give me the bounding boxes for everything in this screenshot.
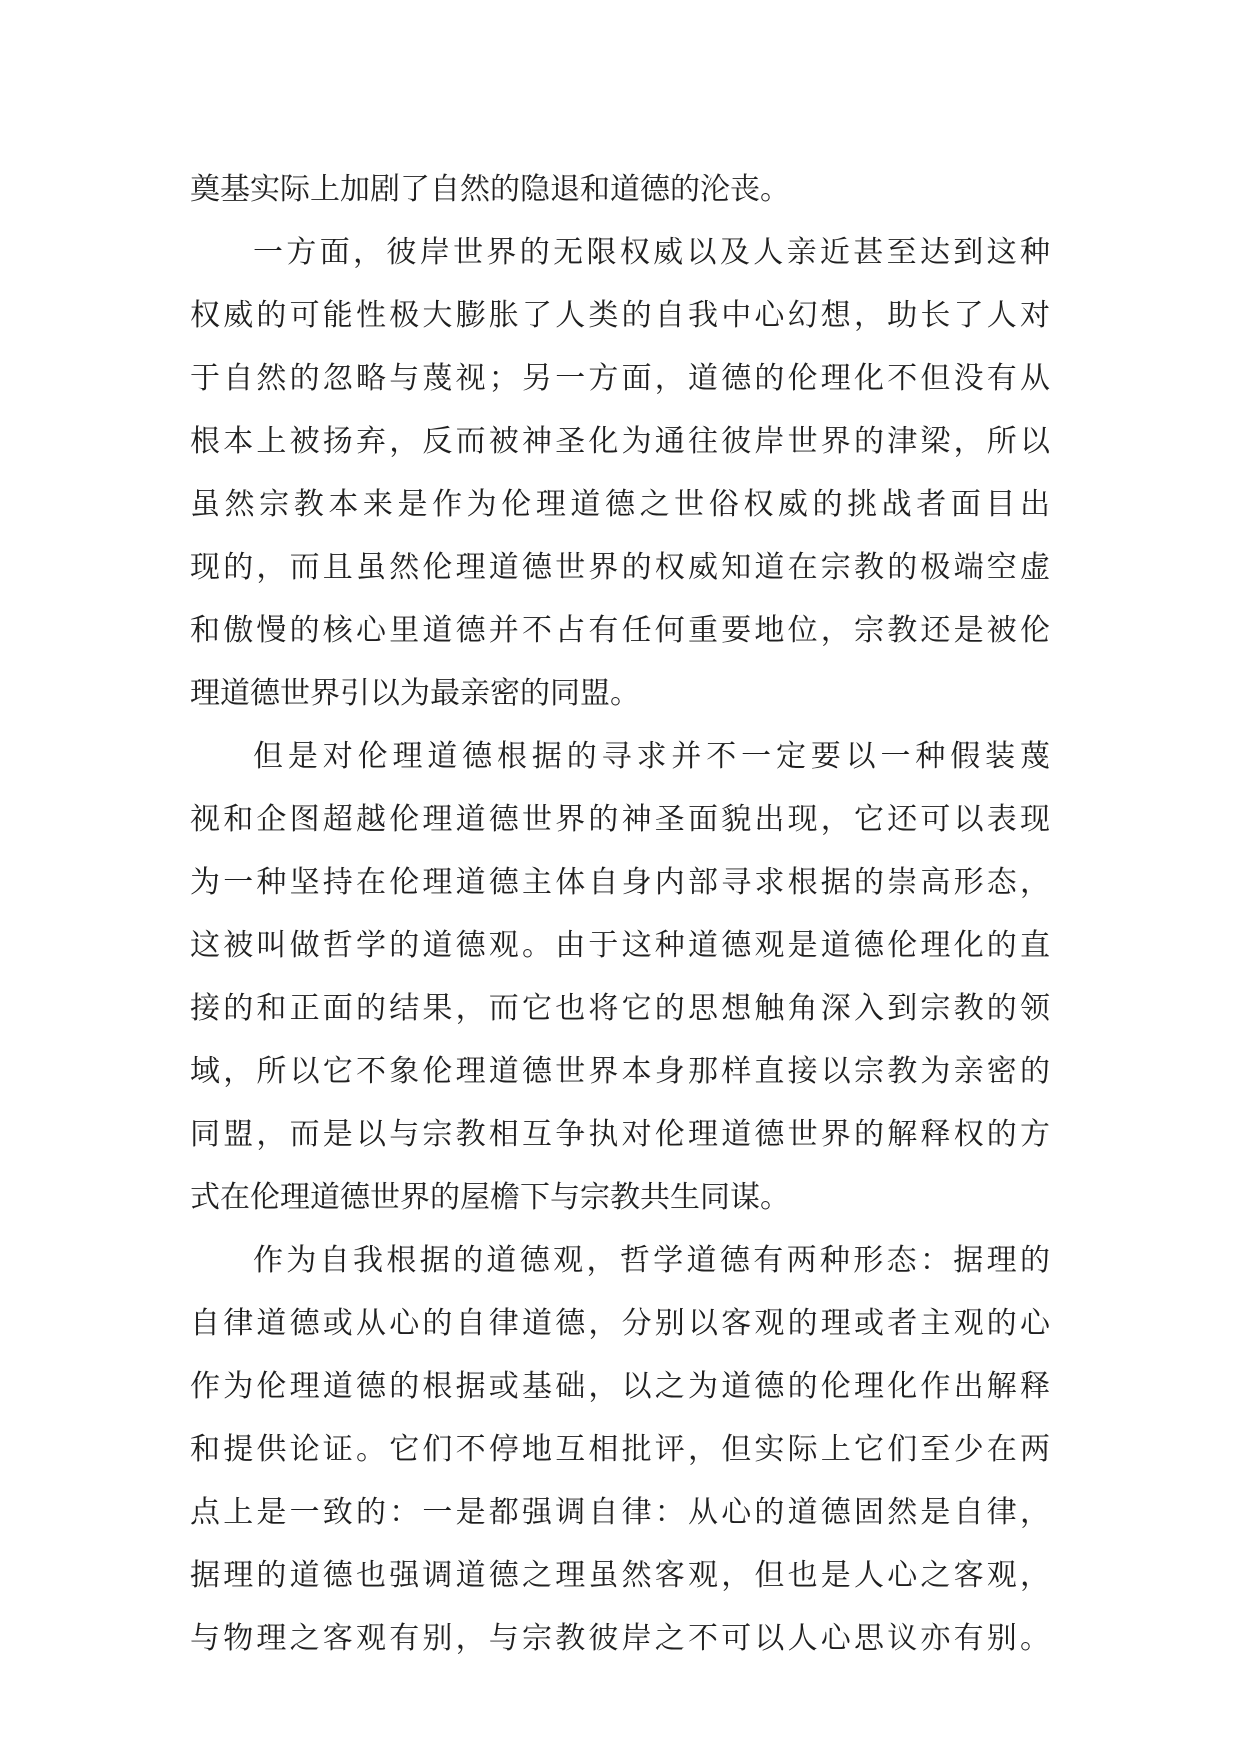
text-line: 据理的道德也强调道德之理虽然客观，但也是人心之客观， [190, 1558, 1050, 1593]
text-line: 自律道德或从心的自律道德，分别以客观的理或者主观的心 [190, 1306, 1050, 1341]
text-line: 和提供论证。它们不停地互相批评，但实际上它们至少在两 [190, 1432, 1050, 1467]
text-line: 权威的可能性极大膨胀了人类的自我中心幻想，助长了人对 [190, 298, 1050, 333]
text-line: 这被叫做哲学的道德观。由于这种道德观是道德伦理化的直 [190, 928, 1050, 963]
text-line: 作为伦理道德的根据或基础，以之为道德的伦理化作出解释 [190, 1369, 1050, 1404]
text-line: 理道德世界引以为最亲密的同盟。 [190, 676, 640, 711]
paragraph-first-line: 但是对伦理道德根据的寻求并不一定要以一种假装蔑 [253, 739, 1050, 774]
text-line: 视和企图超越伦理道德世界的神圣面貌出现，它还可以表现 [190, 802, 1050, 837]
text-line: 虽然宗教本来是作为伦理道德之世俗权威的挑战者面目出 [190, 487, 1050, 522]
text-line: 奠基实际上加剧了自然的隐退和道德的沦丧。 [190, 172, 790, 207]
text-line: 点上是一致的：一是都强调自律：从心的道德固然是自律， [190, 1495, 1050, 1530]
body-text [190, 158, 1050, 1670]
text-line: 域，所以它不象伦理道德世界本身那样直接以宗教为亲密的 [190, 1054, 1050, 1089]
text-line: 于自然的忽略与蔑视；另一方面，道德的伦理化不但没有从 [190, 361, 1050, 396]
text-line: 与物理之客观有别，与宗教彼岸之不可以人心思议亦有别。 [190, 1621, 1050, 1656]
text-line: 现的，而且虽然伦理道德世界的权威知道在宗教的极端空虚 [190, 550, 1050, 585]
text-line: 为一种坚持在伦理道德主体自身内部寻求根据的崇高形态， [190, 865, 1050, 900]
text-line: 接的和正面的结果，而它也将它的思想触角深入到宗教的领 [190, 991, 1050, 1026]
paragraph-first-line: 作为自我根据的道德观，哲学道德有两种形态：据理的 [253, 1243, 1050, 1278]
text-line: 根本上被扬弃，反而被神圣化为通往彼岸世界的津梁，所以 [190, 424, 1050, 459]
paragraph-first-line: 一方面，彼岸世界的无限权威以及人亲近甚至达到这种 [253, 235, 1050, 270]
text-line: 式在伦理道德世界的屋檐下与宗教共生同谋。 [190, 1180, 790, 1215]
text-line: 和傲慢的核心里道德并不占有任何重要地位，宗教还是被伦 [190, 613, 1050, 648]
text-line: 同盟，而是以与宗教相互争执对伦理道德世界的解释权的方 [190, 1117, 1050, 1152]
